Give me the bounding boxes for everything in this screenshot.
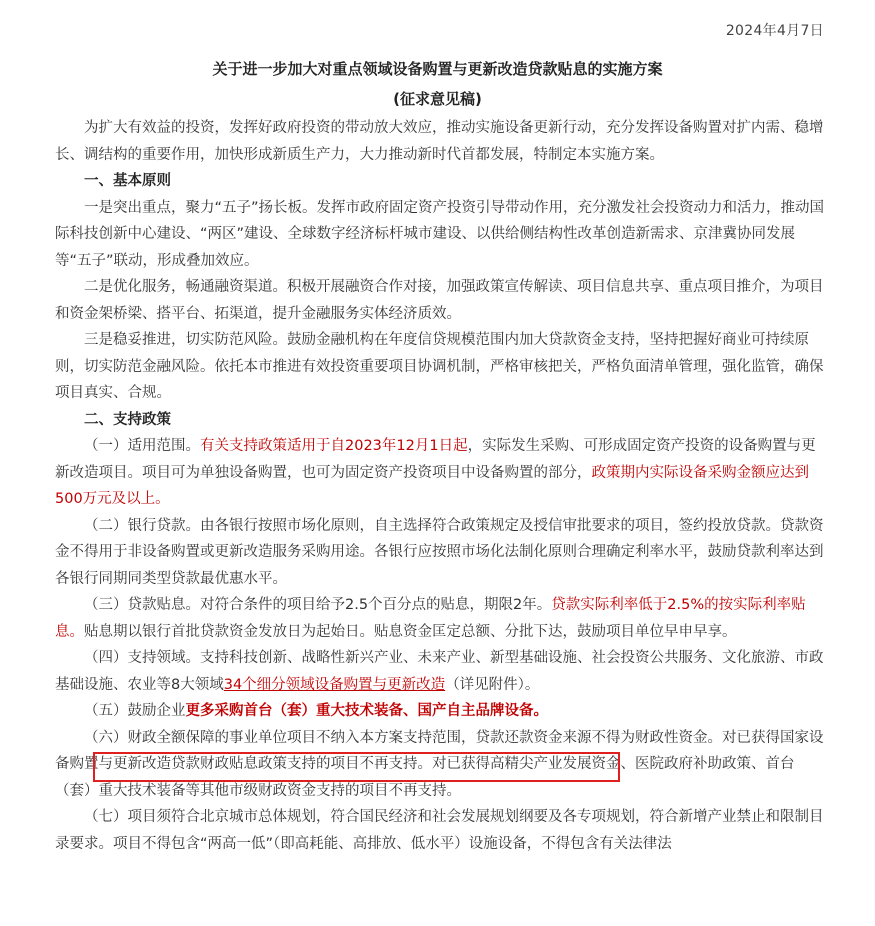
subsidy-rate-note: 贷款实际利率低于2.5%的按实际利率贴息。 [55, 597, 806, 640]
policy-item-bank-loans: （二）银行贷款。由各银行按照市场化原则，自主选择符合政策规定及授信审批要求的项目，签约投放贷款。贷款资金不得用于非设备购置或更新改造服务采购用途。各银行应按照市场化法制化原则合理确定利率水平，鼓励贷款利率达到各银行同期同类型贷款最优惠水平。 [55, 517, 824, 587]
encourage-text-a: （五）鼓励企业 [84, 703, 186, 719]
scope-effective-date: 有关支持政策适用于自2023年12月1日起 [200, 438, 468, 454]
document-subtitle: (征求意见稿) [393, 90, 482, 108]
subsidy-text-a: （三）贷款贴息。对符合条件的项目给予2.5个百分点的贴息，期限2年。 [84, 597, 552, 613]
areas-text-c: （详见附件）。 [445, 676, 540, 693]
section-heading-policies: 二、支持政策 [84, 411, 171, 428]
policy-item-interest-subsidy [55, 592, 825, 645]
scope-text-a: （一）适用范围。 [84, 438, 200, 454]
document-date: 2024年4月7日 [725, 23, 824, 39]
principle-paragraph-3: 三是稳妥推进，切实防范风险。鼓励金融机构在年度信贷规模范围内加大贷款资金支持，坚持把握好商业可持续原则，切实防范金融风险。依托本市推进有效投资重要项目协调机制，严格审核把关，严格负面清单管理，强化监管，确保项目真实、合规。 [55, 332, 824, 401]
scope-amount-threshold: 政策期内实际设备采购金额应达到500万元及以上。 [55, 464, 809, 507]
encourage-highlight: 更多采购首台（套）重大技术装备、国产自主品牌设备。 [185, 703, 548, 719]
intro-paragraph: 为扩大有效益的投资，发挥好政府投资的带动放大效应，推动实施设备更新行动，充分发挥设备购置对扩内需、稳增长、调结构的重要作用，加快形成新质生产力，大力推动新时代首都发展，特制定本实施方案。 [55, 120, 824, 163]
policy-item-encourage [55, 698, 825, 725]
areas-subfield-link[interactable]: 34个细分领域设备购置与更新改造 [223, 676, 446, 693]
highlight-annotation-box [93, 752, 620, 782]
policy-item-scope [55, 433, 825, 513]
principle-paragraph-2: 二是优化服务，畅通融资渠道。积极开展融资合作对接，加强政策宣传解读、项目信息共享、重点项目推介，为项目和资金架桥梁、搭平台、拓渠道，提升金融服务实体经济质效。 [55, 279, 824, 322]
policy-item-planning: （七）项目须符合北京城市总体规划，符合国民经济和社会发展规划纲要及各专项规划，符合新增产业禁止和限制目录要求。项目不得包含“两高一低”（即高耗能、高排放、低水平）设施设备，不得包含有关法律法 [55, 809, 824, 852]
subsidy-text-c: 贴息期以银行首批贷款资金发放日为起始日。贴息资金匡定总额、分批下达，鼓励项目单位早申早享。 [84, 623, 737, 640]
scope-text-c: ，实际发生采购、可形成固定资产投资的设备购置与更新改造项目。项目可为单独设备购置，也可为固定资产投资项目中设备购置的部分， [55, 438, 816, 481]
document-title: 关于进一步加大对重点领域设备购置与更新改造贷款贴息的实施方案 [212, 60, 663, 78]
policy-item-support-areas [55, 645, 825, 698]
principle-paragraph-1: 一是突出重点，聚力“五子”扬长板。发挥市政府固定资产投资引导带动作用，充分激发社会投资动力和活力，推动国际科技创新中心建设、“两区”建设、全球数字经济标杆城市建设、以供给侧结构性改革创造新需求、京津冀协同发展等“五子”联动，形成叠加效应。 [55, 199, 825, 269]
areas-text-a: （四）支持领域。支持科技创新、战略性新兴产业、未来产业、新型基础设施、社会投资公共服务、文化旅游、市政基础设施、农业等8大领域 [55, 650, 824, 693]
document-body [55, 115, 825, 857]
section-heading-principles: 一、基本原则 [84, 173, 171, 189]
policy-item-exclusions: （六）财政全额保障的事业单位项目不纳入本方案支持范围，贷款还款资金来源不得为财政性资金。对已获得国家设备购置与更新改造贷款财政贴息政策支持的项目不再支持。对已获得高精尖产业发展资金、医院政府补助政策、首台（套）重大技术装备等其他市级财政资金支持的项目不再支持。 [55, 729, 824, 799]
